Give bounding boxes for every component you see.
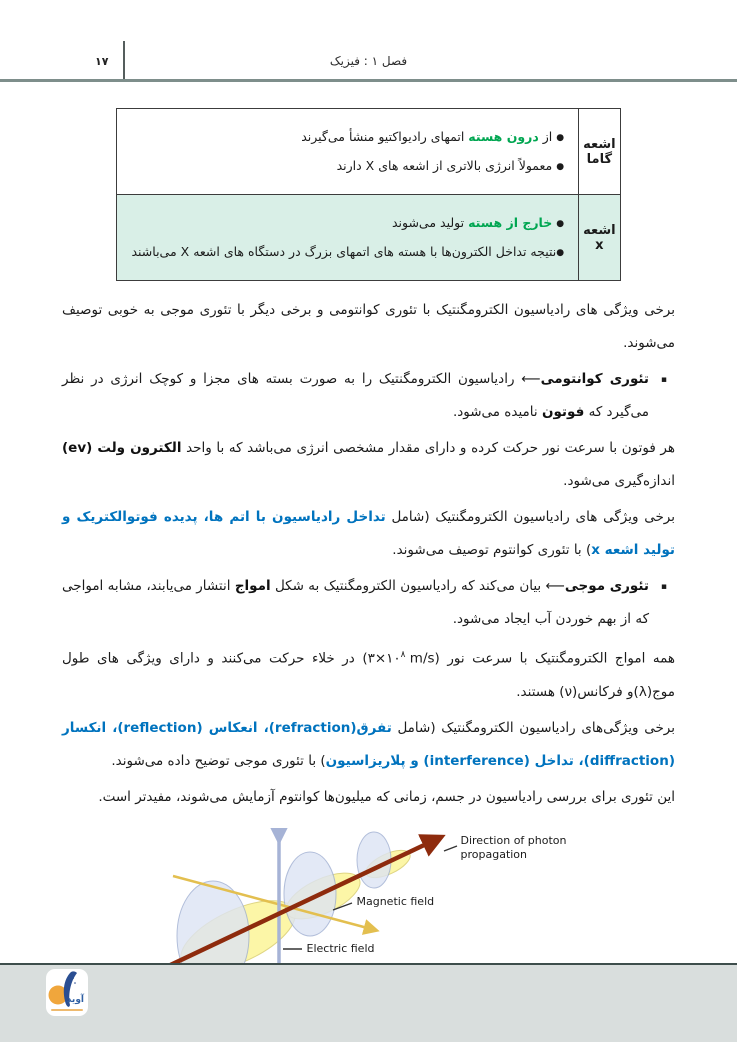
table-row-xray xyxy=(117,195,620,281)
speed-of-light-paragraph: همه امواج الکترومگنتیک با سرعت نور ($۳\times ۱۰^۸$ m/s) در خلاء حرکت می‌کنند و دارای ویژگی های طول موج(λ)و فرکانس(ν) هستند. xyxy=(62,639,675,709)
quantum-properties-paragraph: برخی ویژگی های رادیاسیون الکترومگنتیک (شامل تداخل رادیاسیون با اتم ها، پدیده فوتوالکتریک و تولید اشعه x) با تئوری کوانتوم توصیف می‌شوند. xyxy=(62,509,676,558)
direction-pointer-line xyxy=(444,846,457,851)
footer-band xyxy=(0,963,737,1042)
square-bullet-icon: ▪ xyxy=(660,375,667,385)
bullet-dot-icon: ● xyxy=(556,161,565,172)
wave-theory-bullet: ▪ تئوری موجی⟵ بیان می‌کند که رادیاسیون الکترومگنتیک به شکل امواج انتشار می‌یابند، مشابه امواجی که از بهم خوردن آب ایجاد می‌شود. xyxy=(62,570,675,636)
logo-wordmark: آوید xyxy=(66,995,84,1005)
gamma-bullet-1: ● از درون هسته اتمهای رادیواکتیو منشأ می‌گیرند xyxy=(301,128,565,144)
xray-label: اشعه x xyxy=(579,195,620,281)
square-bullet-icon: ▪ xyxy=(660,582,667,592)
gamma-bullet-2: ● معمولاً انرژی بالاتری از اشعه های X دارند xyxy=(336,157,565,173)
rays-table xyxy=(116,108,620,281)
xray-bullet-1: ● خارج از هسته تولید می‌شوند xyxy=(391,214,565,230)
gamma-ray-label: اشعه گاما xyxy=(579,109,620,195)
wave-properties-paragraph: برخی ویژگی‌های رادیاسیون الکترومگنتیک (شامل تفرق(refraction)، انعکاس (reflection)، انکسار (diffraction)، تداخل (interference) و پلاریزاسیون) با تئوری موجی توضیح داده می‌شوند. xyxy=(62,719,676,769)
gamma-ray-content xyxy=(117,109,579,195)
publisher-logo xyxy=(46,969,88,1016)
table-row-gamma xyxy=(117,109,620,195)
intro-paragraph: برخی ویژگی های رادیاسیون الکترومگنتیک با تئوری کوانتومی و برخی دیگر با تئوری موجی به خوبی توصیف می‌شوند. xyxy=(62,302,675,351)
chapter-title: فصل ۱ : فیزیک xyxy=(329,54,408,68)
xray-content xyxy=(117,195,579,281)
electric-wave-lobe-mid xyxy=(284,852,336,936)
bullet-dot-icon: ● xyxy=(556,218,565,229)
photon-paragraph: هر فوتون با سرعت نور حرکت کرده و دارای مقدار مشخصی انرژی می‌باشد که با واحد الکترون ولت (ev) اندازه‌گیری می‌شود. xyxy=(62,440,675,489)
main-content xyxy=(62,82,675,1030)
page-number: ۱۷ xyxy=(95,55,109,68)
conclusion-paragraph: این تئوری برای بررسی رادیاسیون در جسم، زمانی که میلیون‌ها کوانتوم آزمایش می‌شوند، مفیدتر است. xyxy=(98,788,675,805)
quantum-theory-bullet: ▪ تئوری کوانتومی⟵ رادیاسیون الکترومگنتیک را به صورت بسته های مجزا و کوچک انرژی در نظر می‌گیرد که فوتون نامیده می‌شود. xyxy=(62,363,675,429)
bullet-dot-icon: ● xyxy=(556,132,565,143)
bullet-dot-icon: ● xyxy=(556,247,565,258)
speed-value: $۳\times ۱۰^۸$ m/s xyxy=(367,650,435,667)
magnetic-field-label: Magnetic field xyxy=(356,894,435,908)
logo-tagline-mark xyxy=(51,1009,83,1011)
xray-bullet-2: ●نتیجه تداخل الکترون‌ها با هسته های اتمهای بزرگ در دستگاه های اشعه X می‌باشند xyxy=(131,243,565,259)
electric-wave-lobe-small xyxy=(357,832,391,888)
direction-of-photon-label: Direction of photon propagation xyxy=(460,833,567,861)
electric-field-label: Electric field xyxy=(306,941,375,955)
